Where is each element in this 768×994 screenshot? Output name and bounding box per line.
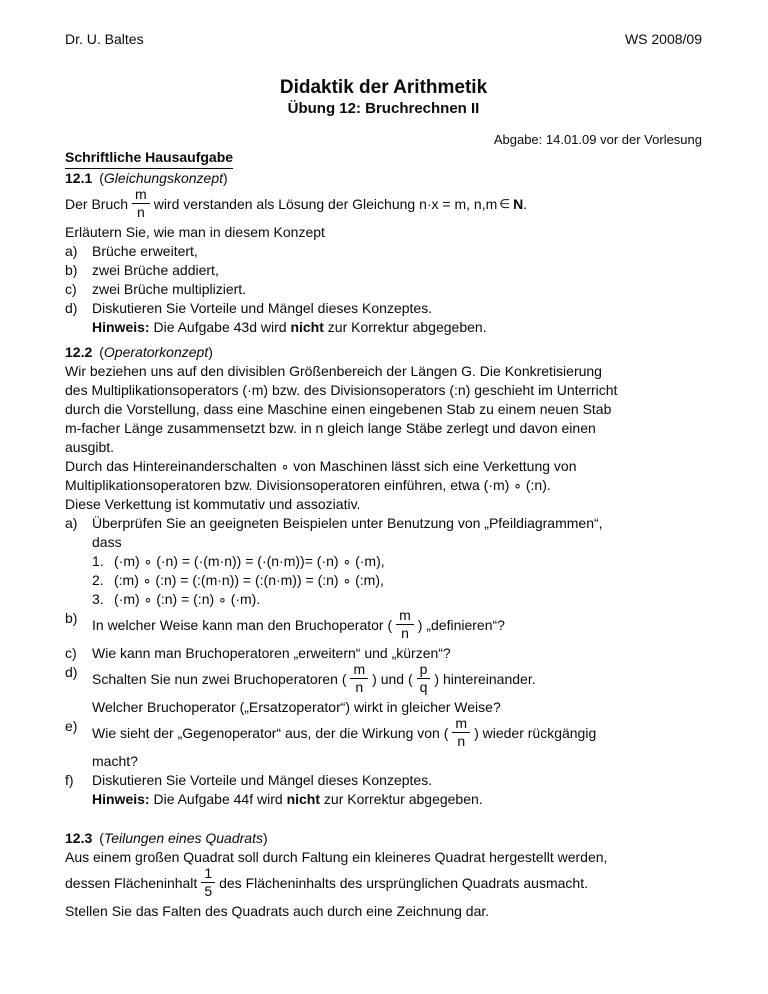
- item-label: f): [65, 772, 74, 788]
- close-paren: ): [208, 344, 213, 360]
- due-date-note: Abgabe: 14.01.09 vor der Vorlesung: [493, 132, 702, 147]
- list-item-b: [65, 261, 702, 280]
- hint-label: Hinweis:: [92, 791, 150, 807]
- item-text: zwei Brüche multipliziert.: [92, 281, 247, 297]
- paragraph-line: Diese Verkettung ist kommutativ und assoziativ.: [65, 496, 361, 512]
- fraction-p-over-q: [417, 662, 431, 695]
- fraction-numerator: 1: [201, 866, 215, 883]
- item-text: Diskutieren Sie Vorteile und Mängel dieses Konzeptes.: [92, 300, 433, 316]
- item-label: d): [65, 300, 78, 316]
- item-b-text-pre: In welcher Weise kann man den Bruchoperator (: [92, 617, 393, 634]
- line-2-text-pre: dessen Flächeninhalt: [65, 875, 198, 892]
- item-text: Brüche erweitert,: [92, 243, 198, 259]
- equation-2: [92, 571, 702, 590]
- equation-1: [92, 552, 702, 571]
- hint-bold-word: nicht: [286, 791, 321, 807]
- exercise-12-1-hint: [92, 318, 702, 337]
- open-paren: (: [99, 830, 104, 846]
- paragraph-line: m-facher Länge zusammensetzt bzw. in n gleich lange Stäbe zerlegt und davon einen: [65, 420, 596, 436]
- item-text: [92, 663, 702, 698]
- exercise-12-3-name: Teilungen eines Quadrats: [103, 830, 263, 846]
- fraction-m-over-n: [396, 608, 414, 641]
- fraction-denominator: n: [457, 733, 466, 749]
- exercise-12-3-heading: [65, 829, 702, 848]
- equation-label: 1.: [92, 553, 104, 569]
- fraction-numerator: m: [350, 662, 368, 679]
- item-d-text-mid: ) und (: [372, 671, 413, 688]
- fraction-numerator: m: [396, 608, 414, 625]
- item-d-text-pre: Schalten Sie nun zwei Bruchoperatoren (: [92, 671, 347, 688]
- item-label: c): [65, 281, 77, 297]
- fraction-denominator: n: [136, 204, 145, 220]
- paragraph-line: Multiplikationsoperatoren bzw. Divisionsoperatoren einführen, etwa (·m) ∘ (:n).: [65, 477, 551, 493]
- list-item-d-continuation: Welcher Bruchoperator („Ersatzoperator“) wirkt in gleicher Weise?: [92, 699, 501, 715]
- item-label: a): [65, 515, 78, 531]
- exercise-12-1-prompt: Erläutern Sie, wie man in diesem Konzept: [65, 224, 325, 240]
- document-title: Didaktik der Arithmetik: [279, 77, 488, 98]
- item-label: c): [65, 645, 77, 661]
- item-label: d): [65, 664, 78, 680]
- list-item-a: [65, 514, 702, 533]
- item-e-text-post: ) wieder rückgängig: [474, 725, 597, 742]
- item-label: a): [65, 243, 78, 259]
- item-label: e): [65, 718, 78, 734]
- item-d-text-post: ) hintereinander.: [434, 671, 536, 688]
- hint-text-pre: Die Aufgabe 43d wird: [149, 319, 291, 335]
- author-name: Dr. U. Baltes: [65, 31, 144, 47]
- list-item-e: [65, 717, 702, 752]
- hint-bold-word: nicht: [290, 319, 324, 335]
- list-item-f: [65, 771, 702, 790]
- line-2-text-post: des Flächeninhalts des ursprünglichen Quadrats ausmacht.: [219, 875, 588, 892]
- document-subtitle: Übung 12: Bruchrechnen II: [287, 100, 480, 117]
- exercise-12-2-number: 12.2: [65, 344, 93, 360]
- equation-text: (:m) ∘ (:n) = (:(m·n)) = (:(n·m)) = (:n) ∘ (:m),: [114, 572, 384, 588]
- intro-text-mid: wird verstanden als Lösung der Gleichung n·x = m, n,m: [153, 196, 498, 213]
- semester-label: WS 2008/09: [624, 31, 702, 47]
- item-text: Wie kann man Bruchoperatoren „erweitern“ und „kürzen“?: [92, 645, 451, 661]
- exercise-12-2-name: Operatorkonzept: [103, 344, 209, 360]
- element-of-sign: ∈: [499, 197, 511, 212]
- list-item-d: [65, 663, 702, 698]
- equation-text: (·m) ∘ (:n) = (:n) ∘ (·m).: [114, 591, 261, 607]
- fraction-denominator: n: [355, 679, 364, 695]
- item-b-text-post: ) „definieren“?: [417, 617, 505, 634]
- open-paren: (: [99, 170, 104, 186]
- exercise-12-3-line-2: [65, 867, 702, 902]
- item-text: Diskutieren Sie Vorteile und Mängel dieses Konzeptes.: [92, 772, 433, 788]
- page-header: [65, 30, 702, 49]
- item-text: Überprüfen Sie an geeigneten Beispielen unter Benutzung von „Pfeildiagrammen“,: [92, 515, 603, 531]
- close-paren: ): [223, 170, 228, 186]
- fraction-m-over-n: [350, 662, 368, 695]
- paragraph-line: des Multiplikationsoperators (·m) bzw. des Divisionsoperators (:n) geschieht im Unterricht: [65, 382, 618, 398]
- homework-heading-text: Schriftliche Hausaufgabe: [65, 148, 233, 169]
- list-item-b: [65, 609, 702, 644]
- fraction-numerator: m: [452, 716, 470, 733]
- exercise-12-3-line-3: Stellen Sie das Falten des Quadrats auch durch eine Zeichnung dar.: [65, 903, 490, 919]
- list-item-a-continuation: dass: [92, 534, 122, 550]
- list-item-c: [65, 644, 702, 663]
- equation-label: 3.: [92, 591, 104, 607]
- equation-3: [92, 590, 702, 609]
- paragraph-line: ausgibt.: [65, 439, 115, 455]
- item-label: b): [65, 262, 78, 278]
- fraction-numerator: m: [132, 187, 150, 204]
- paragraph-line: durch die Vorstellung, dass eine Maschine einen eingebenen Stab zu einem neuen Stab: [65, 401, 612, 417]
- fraction-denominator: 5: [204, 883, 213, 899]
- intro-text-end: .: [523, 196, 528, 213]
- exercise-12-2-hint: [92, 790, 702, 809]
- hint-text-post: zur Korrektur abgegeben.: [323, 319, 487, 335]
- fraction-1-over-5: [201, 866, 215, 899]
- item-text: zwei Brüche addiert,: [92, 262, 219, 278]
- equation-text: (·m) ∘ (·n) = (·(m·n)) = (·(n·m))= (·n) ∘ (·m),: [114, 553, 385, 569]
- list-item-e-continuation: macht?: [92, 753, 138, 769]
- fraction-denominator: n: [401, 625, 409, 641]
- exercise-12-1-heading: [65, 169, 702, 188]
- list-item-d: [65, 299, 702, 318]
- exercise-12-2-heading: [65, 343, 702, 362]
- item-text: [92, 717, 702, 752]
- equation-label: 2.: [92, 572, 104, 588]
- list-item-c: [65, 280, 702, 299]
- exercise-12-1-intro: [65, 188, 702, 223]
- exercise-12-3-number: 12.3: [65, 830, 93, 846]
- close-paren: ): [262, 830, 268, 846]
- list-item-a: [65, 242, 702, 261]
- homework-heading: [65, 148, 702, 169]
- fraction-m-over-n: [452, 716, 470, 749]
- fraction-denominator: q: [419, 679, 428, 695]
- exercise-12-1-number: 12.1: [65, 170, 93, 186]
- intro-text-pre: Der Bruch: [65, 196, 129, 213]
- fraction-numerator: p: [417, 662, 431, 679]
- hint-text-pre: Die Aufgabe 44f wird: [149, 791, 287, 807]
- set-n-symbol: N: [513, 196, 524, 213]
- hint-text-post: zur Korrektur abgegeben.: [320, 791, 483, 807]
- exercise-12-3-line-1: Aus einem großen Quadrat soll durch Faltung ein kleineres Quadrat hergestellt werden,: [65, 849, 608, 865]
- exercise-12-1-name: Gleichungskonzept: [103, 170, 223, 186]
- item-e-text-pre: Wie sieht der „Gegenoperator“ aus, der die Wirkung von (: [92, 725, 449, 742]
- paragraph-line: Wir beziehen uns auf den divisiblen Größenbereich der Längen G. Die Konkretisierung: [65, 363, 602, 379]
- open-paren: (: [99, 344, 104, 360]
- item-text: [92, 609, 702, 644]
- fraction-m-over-n: [132, 187, 150, 220]
- hint-label: Hinweis:: [92, 319, 150, 335]
- item-label: b): [65, 610, 78, 626]
- paragraph-line: Durch das Hintereinanderschalten ∘ von Maschinen lässt sich eine Verkettung von: [65, 458, 577, 474]
